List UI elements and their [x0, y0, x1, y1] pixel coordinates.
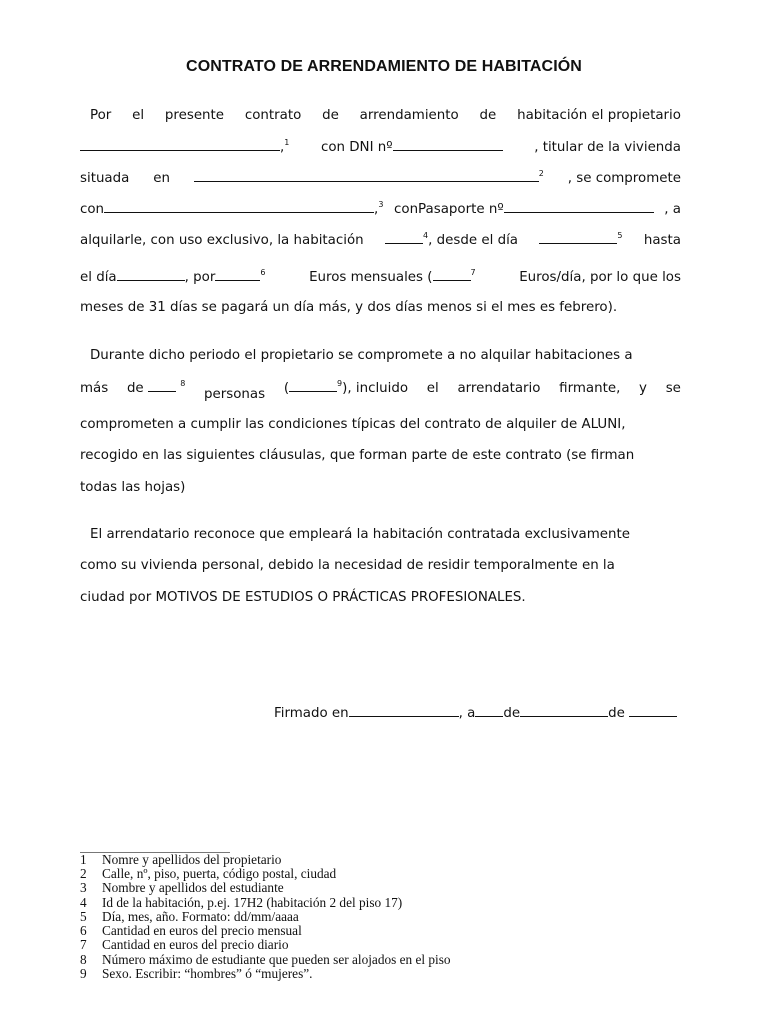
max-students-blank[interactable]	[148, 377, 176, 392]
student-name-blank[interactable]	[104, 198, 374, 213]
p2-line-2: más de $^8$ personas ( $^9$), incluido el arrendatario firmante, y se	[80, 379, 681, 402]
daily-price-blank[interactable]	[433, 266, 471, 281]
p3-line-1: El arrendatario reconoce que empleará la habitación contratada exclusivamente	[90, 527, 630, 542]
signed-day-blank[interactable]	[475, 702, 503, 717]
p2-line-5: todas las hojas)	[80, 480, 186, 495]
footnote-1: 1 Nomre y apellidos del propietario	[80, 852, 282, 867]
p1-line-7: meses de 31 días se pagará un día más, y dos días menos si el mes es febrero).	[80, 300, 618, 315]
signature-line: Firmado en , a de de	[274, 702, 686, 724]
footnote-5: 5 Día, mes, año. Formato: dd/mm/aaaa	[80, 909, 299, 924]
owner-dni-blank[interactable]	[393, 136, 503, 151]
p1-line-1: Por el presente contrato de arrendamiento de habitación el propietario	[90, 108, 681, 123]
property-address-blank[interactable]	[194, 167, 539, 182]
p2-line-4: recogido en las siguientes cláusulas, que forman parte de este contrato (se firman	[80, 448, 635, 463]
p2-line-1: Durante dicho periodo el propietario se compromete a no alquilar habitaciones a	[90, 348, 633, 363]
p1-line-5: alquilarle, con uso exclusivo, la habitación $^4$, desde el día $^5$ hasta	[80, 231, 681, 248]
footnote-3: 3 Nombre y apellidos del estudiante	[80, 880, 284, 895]
p1-line-6: el día , por $^6$ Euros mensuales ( $^7$ Euros/día, por lo que los	[80, 268, 681, 285]
footnote-9: 9 Sexo. Escribir: “hombres” ó “mujeres”.	[80, 966, 313, 981]
footnote-6: 6 Cantidad en euros del precio mensual	[80, 923, 302, 938]
room-id-blank[interactable]	[385, 229, 423, 244]
p1-line-3: situada en $^2$ , se compromete	[80, 169, 681, 186]
monthly-price-blank[interactable]	[215, 266, 260, 281]
footnote-4: 4 Id de la habitación, p.ej. 17H2 (habitación 2 del piso 17)	[80, 895, 403, 910]
footnote-8: 8 Número máximo de estudiante que pueden ser alojados en el piso	[80, 952, 451, 967]
signed-year-blank[interactable]	[629, 702, 677, 717]
p2-line-3: comprometen a cumplir las condiciones típicas del contrato de alquiler de ALUNI,	[80, 417, 626, 432]
sex-blank[interactable]	[289, 377, 337, 392]
p1-line-2: ,$^1$ con DNI nº , titular de la vivienda	[80, 136, 681, 158]
owner-name-blank[interactable]	[80, 136, 280, 151]
footnote-7: 7 Cantidad en euros del precio diario	[80, 937, 289, 952]
start-date-blank[interactable]	[539, 229, 617, 244]
student-passport-blank[interactable]	[504, 198, 654, 213]
contract-title: CONTRATO DE ARRENDAMIENTO DE HABITACIÓN	[186, 58, 582, 75]
signed-place-blank[interactable]	[349, 702, 459, 717]
p3-line-2: como su vivienda personal, debido la necesidad de residir temporalmente en la	[80, 558, 615, 573]
p3-line-3: ciudad por MOTIVOS DE ESTUDIOS O PRÁCTICAS PROFESIONALES.	[80, 590, 526, 605]
footnote-2: 2 Calle, nº, piso, puerta, código postal, ciudad	[80, 866, 337, 881]
signed-month-blank[interactable]	[520, 702, 608, 717]
end-date-blank[interactable]	[117, 266, 185, 281]
p1-line-4: con ,$^3$ conPasaporte nº , a	[80, 200, 681, 217]
